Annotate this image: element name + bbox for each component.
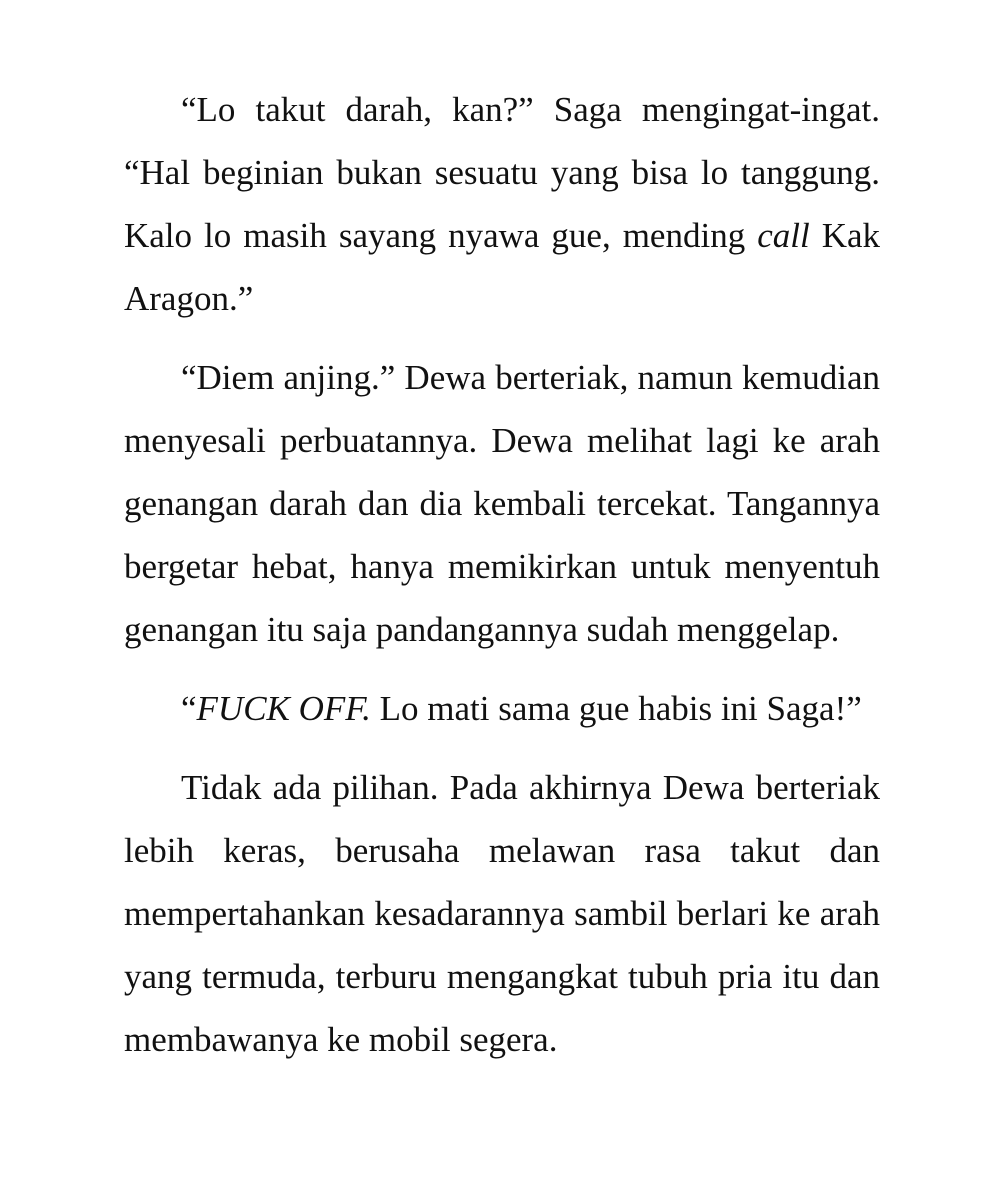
paragraph-1: [124, 78, 880, 330]
document-page: [124, 78, 880, 1071]
text-segment: “Diem anjing.” Dewa berteriak, namun kemudian menyesali perbuatannya. Dewa melihat lagi ke arah genangan darah dan dia kembali tercekat. Tangannya bergetar hebat, hanya memikirkan untuk menyentuh genangan itu saja pandangannya sudah menggelap.: [124, 358, 880, 649]
paragraph-2: [124, 346, 880, 661]
text-segment: “: [181, 689, 197, 728]
text-segment: Lo mati sama gue habis ini Saga!”: [370, 689, 862, 728]
italic-text-segment: call: [757, 216, 810, 255]
paragraph-4: [124, 756, 880, 1071]
italic-text-segment: FUCK OFF.: [196, 689, 371, 728]
paragraph-3: [124, 677, 880, 740]
text-segment: Tidak ada pilihan. Pada akhirnya Dewa berteriak lebih keras, berusaha melawan rasa takut dan mempertahankan kesadarannya sambil berlari ke arah yang termuda, terburu mengangkat tubuh pria itu dan membawanya ke mobil segera.: [124, 768, 880, 1059]
text-segment: Kak Aragon.”: [124, 216, 881, 318]
text-segment: “Lo takut darah, kan?” Saga mengingat-ingat. “Hal beginian bukan sesuatu yang bisa lo tanggung. Kalo lo masih sayang nyawa gue, mending: [124, 90, 880, 255]
